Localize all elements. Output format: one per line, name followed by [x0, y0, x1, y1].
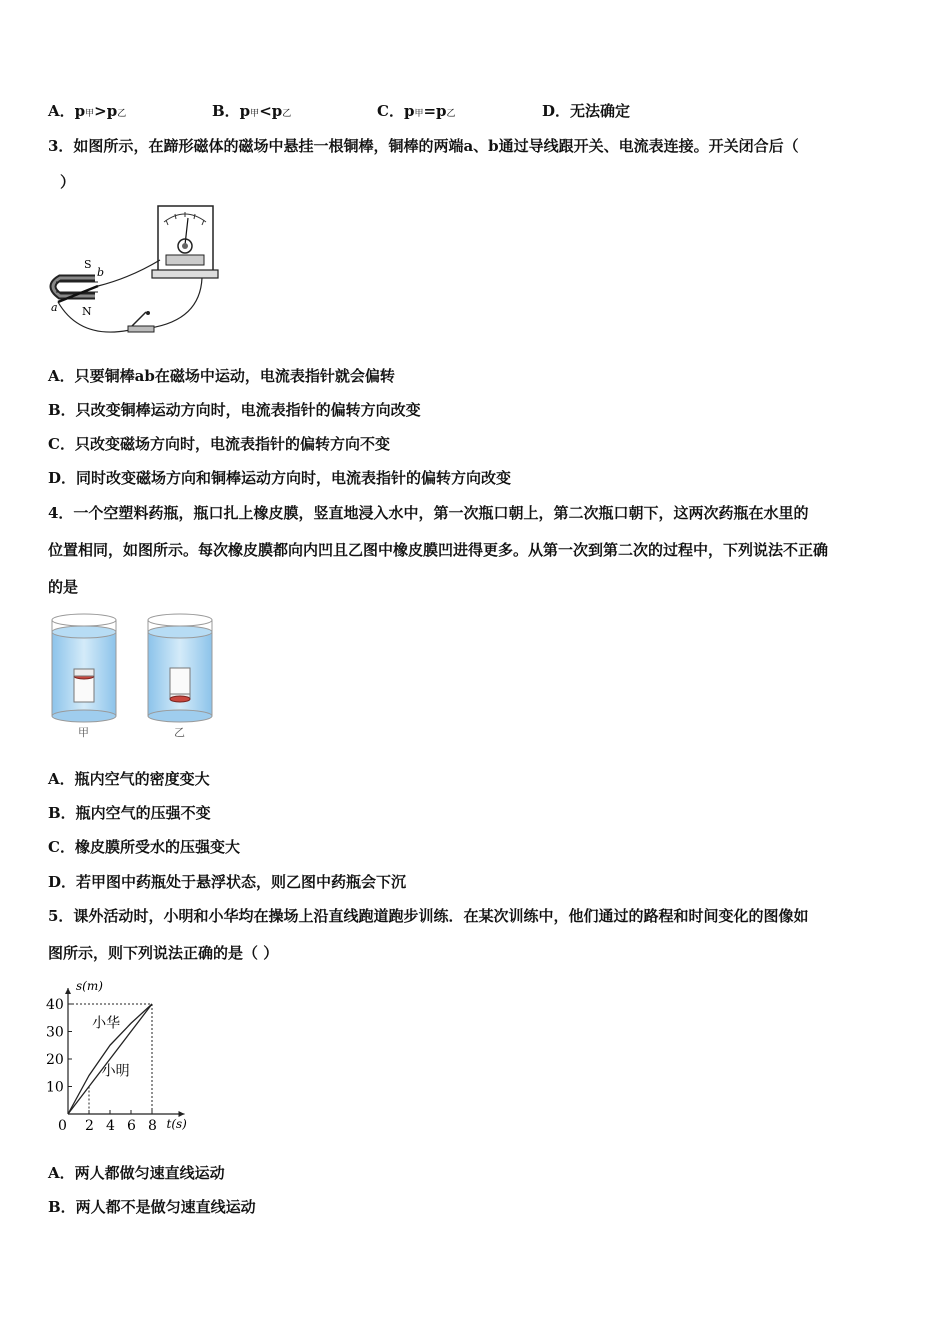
series-label-xiaoming: 小明	[101, 1063, 130, 1080]
y-tick-label: 40	[46, 997, 64, 1013]
x-tick-label: 4	[106, 1118, 115, 1134]
switch	[128, 311, 154, 332]
q2-option-c[interactable]: C．p甲=p乙	[377, 102, 456, 120]
x-axis-label: t(s)	[166, 1117, 187, 1131]
beaker-yi	[148, 614, 212, 722]
q3-option-d[interactable]: D．同时改变磁场方向和铜棒运动方向时，电流表指针的偏转方向改变	[48, 469, 512, 487]
galvanometer	[152, 206, 218, 278]
q4-figure-bottles	[44, 610, 224, 745]
horseshoe-magnet	[53, 278, 98, 296]
beaker-jia	[52, 614, 116, 722]
y-tick-label: 10	[46, 1079, 64, 1096]
x-tick-label: 8	[148, 1118, 157, 1134]
x-tick-label: 2	[85, 1118, 94, 1134]
q5-chart	[40, 972, 230, 1142]
q3-option-b[interactable]: B．只改变铜棒运动方向时，电流表指针的偏转方向改变	[48, 401, 421, 419]
label-s: S	[84, 258, 92, 271]
q5-option-a[interactable]: A．两人都做匀速直线运动	[48, 1164, 225, 1182]
wire-a	[58, 302, 130, 332]
q5-option-b[interactable]: B．两人都不是做匀速直线运动	[48, 1198, 256, 1216]
q3-figure-magnet-circuit	[40, 200, 220, 350]
q3-stem-line2: ）	[60, 173, 76, 191]
label-a: a	[51, 301, 58, 314]
q4-option-a[interactable]: A．瓶内空气的密度变大	[48, 770, 210, 788]
label-jia: 甲	[78, 726, 89, 739]
q3-option-c[interactable]: C．只改变磁场方向时，电流表指针的偏转方向不变	[48, 435, 390, 453]
y-axis-label: s(m)	[76, 979, 103, 993]
q4-stem-line2: 位置相同，如图所示。每次橡皮膜都向内凹且乙图中橡皮膜凹进得更多。从第一次到第二次的过程中，下列说法不正确	[48, 541, 829, 559]
wire-switch	[150, 278, 202, 328]
q2-option-d[interactable]: D．无法确定	[542, 102, 631, 120]
y-tick-label: 20	[46, 1052, 64, 1068]
x-tick-label: 0	[58, 1118, 67, 1134]
label-b: b	[97, 266, 105, 279]
q2-options	[48, 100, 908, 124]
label-yi: 乙	[174, 726, 185, 739]
y-axis-arrow	[65, 988, 71, 994]
y-tick-label: 30	[46, 1024, 64, 1041]
q2-option-b[interactable]: B．p甲<p乙	[212, 102, 292, 120]
q2-option-a[interactable]: A．p甲>p乙	[48, 102, 127, 120]
q4-option-c[interactable]: C．橡皮膜所受水的压强变大	[48, 838, 240, 856]
q3-stem-line1: 3．如图所示，在蹄形磁体的磁场中悬挂一根铜棒，铜棒的两端a、b通过导线跟开关、电流表连接。开关闭合后（	[48, 137, 799, 155]
label-n: N	[82, 305, 92, 318]
q5-stem-line1: 5．课外活动时，小明和小华均在操场上沿直线跑道跑步训练．在某次训练中，他们通过的路程和时间变化的图像如	[48, 907, 809, 925]
wire-b	[98, 260, 160, 286]
q5-stem-line2: 图所示，则下列说法正确的是（ ）	[48, 944, 279, 962]
q4-stem-line3: 的是	[48, 578, 79, 596]
x-tick-label: 6	[127, 1118, 136, 1134]
q3-option-a[interactable]: A．只要铜棒ab在磁场中运动，电流表指针就会偏转	[48, 367, 395, 385]
q4-option-d[interactable]: D．若甲图中药瓶处于悬浮状态，则乙图中药瓶会下沉	[48, 873, 407, 891]
series-label-xiaohua: 小华	[92, 1015, 121, 1032]
q4-option-b[interactable]: B．瓶内空气的压强不变	[48, 804, 211, 822]
q4-stem-line1: 4．一个空塑料药瓶，瓶口扎上橡皮膜，竖直地浸入水中，第一次瓶口朝上，第二次瓶口朝下，这两次药瓶在水里的	[48, 504, 809, 522]
